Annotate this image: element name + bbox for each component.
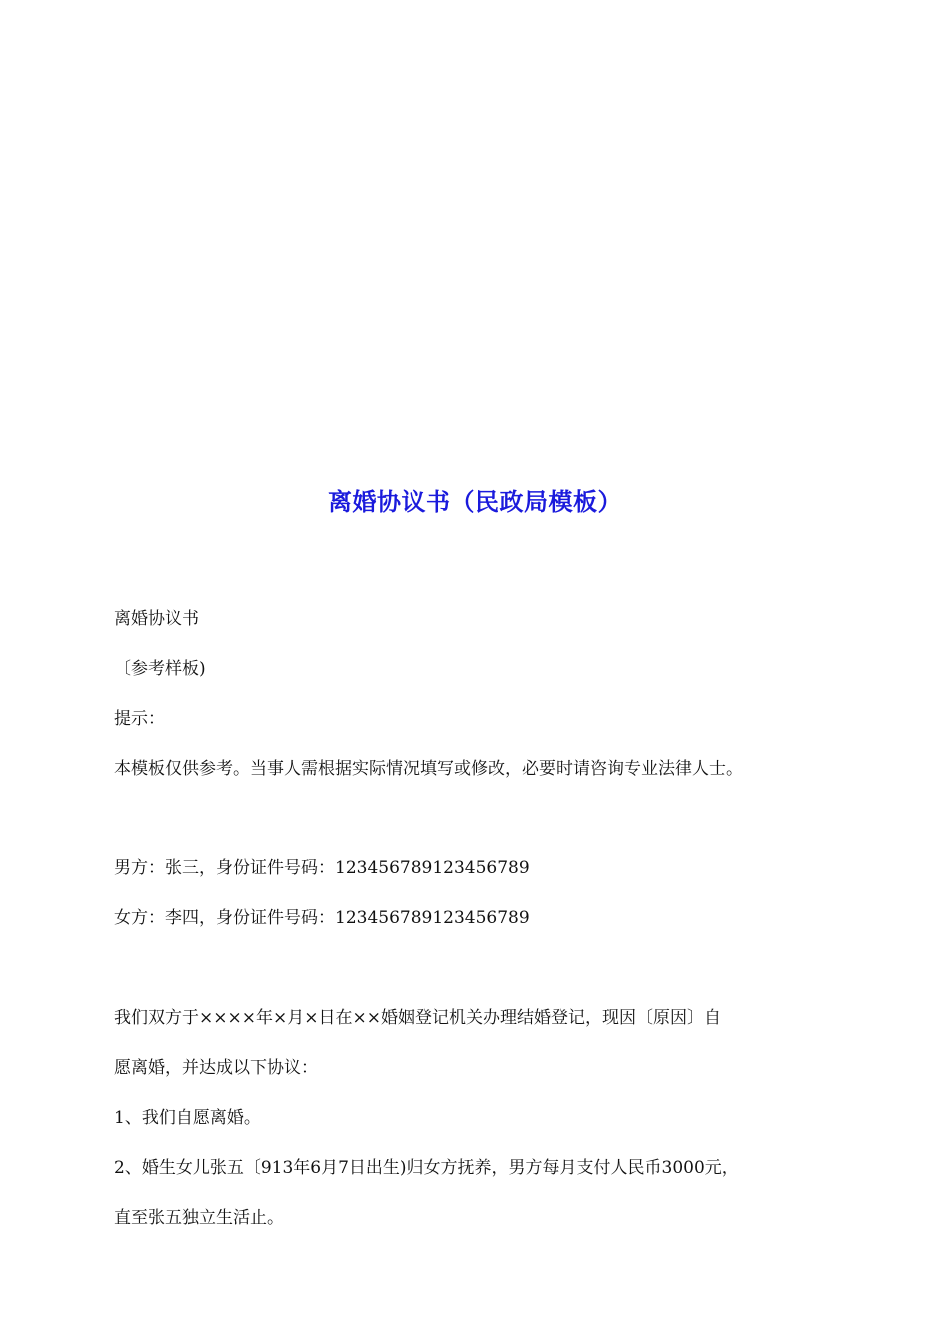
hint-label: 提示： — [114, 709, 165, 729]
intro-paragraph-line-2: 愿离婚，并达成以下协议： — [114, 1058, 318, 1078]
agreement-heading: 离婚协议书 — [114, 609, 199, 629]
document-title: 离婚协议书（民政局模板） — [328, 488, 622, 516]
female-party-line: 女方：李四，身份证件号码：123456789123456789 — [114, 908, 530, 928]
sample-note: 〔参考样板) — [114, 659, 206, 679]
hint-text: 本模板仅供参考。当事人需根据实际情况填写或修改，必要时请咨询专业法律人士。 — [114, 759, 743, 779]
clause-2-line-1: 2、婚生女儿张五〔913年6月7日出生)归女方抚养，男方每月支付人民币3000元， — [114, 1158, 739, 1178]
intro-paragraph-line-1: 我们双方于××××年×月×日在××婚姻登记机关办理结婚登记，现因〔原因〕自 — [114, 1008, 721, 1028]
clause-1: 1、我们自愿离婚。 — [114, 1108, 261, 1128]
clause-2-line-2: 直至张五独立生活止。 — [114, 1208, 284, 1228]
male-party-line: 男方：张三，身份证件号码：123456789123456789 — [114, 858, 530, 878]
